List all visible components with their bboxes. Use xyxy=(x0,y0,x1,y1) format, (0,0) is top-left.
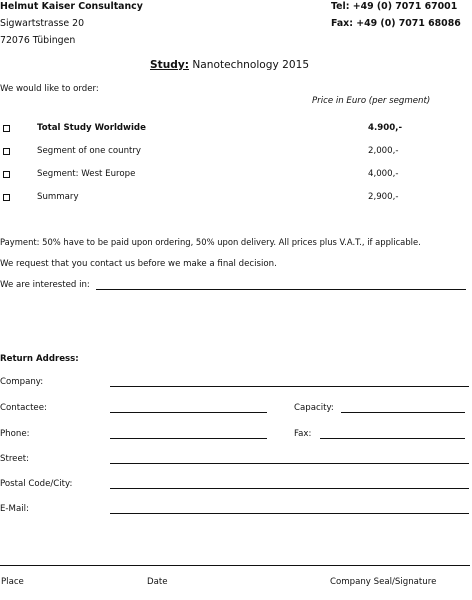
company-city: 72076 Tübingen xyxy=(0,35,76,46)
fax-label: Fax: xyxy=(294,429,312,439)
checkbox-total-study[interactable] xyxy=(3,125,10,132)
company-name: Helmut Kaiser Consultancy xyxy=(0,1,143,12)
telephone: Tel: +49 (0) 7071 67001 xyxy=(331,1,458,12)
company-field[interactable] xyxy=(110,386,469,387)
item-price: 2,900,- xyxy=(368,192,399,202)
checkbox-west-europe[interactable] xyxy=(3,171,10,178)
email-label: E-Mail: xyxy=(0,504,29,514)
company-street: Sigwartstrasse 20 xyxy=(0,18,85,29)
contactee-label: Contactee: xyxy=(0,403,47,413)
contactee-field[interactable] xyxy=(110,412,267,413)
capacity-field[interactable] xyxy=(341,412,465,413)
item-label: Segment: West Europe xyxy=(37,169,136,179)
price-header: Price in Euro (per segment) xyxy=(312,96,431,106)
interested-label: We are interested in: xyxy=(0,280,90,290)
fax-number: Fax: +49 (0) 7071 68086 xyxy=(331,18,461,29)
date-label: Date xyxy=(147,577,168,587)
item-label: Summary xyxy=(37,192,79,202)
interested-field[interactable] xyxy=(96,289,466,290)
phone-field[interactable] xyxy=(110,438,267,439)
checkbox-summary[interactable] xyxy=(3,194,10,201)
payment-note: Payment: 50% have to be paid upon ordering, 50% upon delivery. All prices plus V.A.T., if applicable. xyxy=(0,237,421,247)
item-label: Segment of one country xyxy=(37,146,142,156)
order-intro: We would like to order: xyxy=(0,84,99,94)
street-field[interactable] xyxy=(110,463,469,464)
contact-request: We request that you contact us before we make a final decision. xyxy=(0,259,277,269)
postal-city-label: Postal Code/City: xyxy=(0,479,73,489)
capacity-label: Capacity: xyxy=(294,403,334,413)
phone-label: Phone: xyxy=(0,429,30,439)
item-price: 4,000,- xyxy=(368,169,399,179)
title-name: Nanotechnology 2015 xyxy=(192,59,310,71)
page-title xyxy=(150,59,309,71)
signature-line[interactable] xyxy=(0,565,470,566)
email-field[interactable] xyxy=(110,513,469,514)
return-address-heading: Return Address: xyxy=(0,354,79,364)
item-price: 2,000,- xyxy=(368,146,399,156)
company-label: Company: xyxy=(0,377,44,387)
seal-signature-label: Company Seal/Signature xyxy=(330,577,437,587)
item-price: 4.900,- xyxy=(368,123,403,133)
checkbox-one-country[interactable] xyxy=(3,148,10,155)
postal-city-field[interactable] xyxy=(110,488,469,489)
place-label: Place xyxy=(1,577,24,587)
title-prefix: Study: xyxy=(150,59,189,71)
street-label: Street: xyxy=(0,454,30,464)
item-label: Total Study Worldwide xyxy=(37,123,146,133)
fax-field[interactable] xyxy=(320,438,465,439)
